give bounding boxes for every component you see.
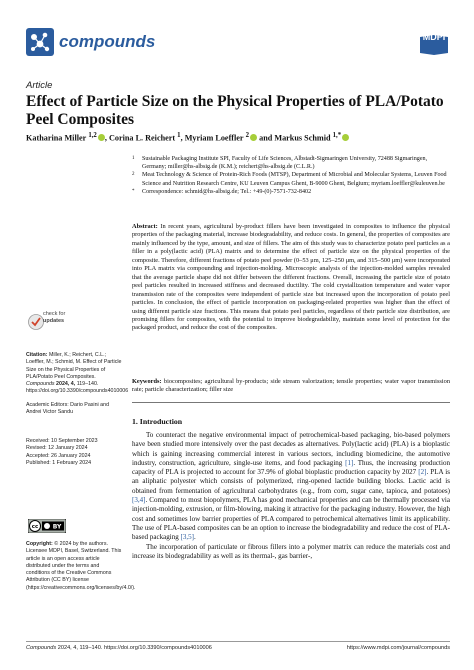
author-affil-sup: 1: [177, 132, 181, 139]
footer-journal: Compounds: [26, 645, 57, 651]
copyright-text: © 2024 by the authors. Licensee MDPI, Basel, Switzerland. This article is an open access article distributed under the terms and conditions of the Creative Commons Attribution (CC BY) license (https://creativecommons.org/licenses/by/4.0/).: [26, 541, 136, 591]
paragraph-text: To counteract the negative environmental impact of petrochemical-based packaging, bio-based polymers have been studied more intensively over the past decades as alternatives. Poly(lactic acid) (PLA) is a bioplastic which is gaining increasing commercial interest in various sectors, including biomedicine, the automotive industry, construction, agriculture, single-use items, and food packaging: [132, 431, 450, 467]
author-affil-sup: 2: [245, 132, 250, 139]
published-date: Published: 1 February 2024: [26, 459, 92, 466]
mdpi-logo-text: MDPI: [422, 32, 446, 42]
check-for-updates-label[interactable]: [43, 311, 65, 324]
abstract-text: In recent years, agricultural by-product fillers have been investigated in composites to influence the physical properties of the packaging material, increase biodegradability, and reduce costs. In general, the properties of composites are mainly influenced by the type, amount, and size of fillers. The aim of this study was to characterize potato peel particles as a filler in a poly(lactic acid) (PLA) matrix and to determine the effect of particle size on the physical properties of the composite. Therefore, different fractions of potato peel powder (0–53 μm, 125–250 μm, and 315–500 μm) were incorporated into PLA matrix via compounding and injection-molding. Microscopic analysis of the injection-molded samples revealed that the average particle shape did not differ between the different fractions. Overall, increasing the particle size of potato peel particles resulted in increased stiffness and decreased ductility. The cold crystallization temperature and water vapor transmission rate of the composites were independent of particle size but increased upon the incorporation of potato peel particles. In conclusion, the effect of particle incorporation on packaging-related properties was higher than the effect of using different particle size fractions. This means that potato peel particles, regardless of their particle size distribution, are promising fillers for composites, with the potential to improve biodegradability, maintain some level of protection for the packaged product, and reduce the cost of the composites.: [132, 223, 450, 332]
author-separator: ,: [180, 133, 185, 143]
author-name[interactable]: Katharina Miller: [26, 133, 87, 143]
affiliation-mark: 2: [132, 172, 135, 178]
article-title: Effect of Particle Size on the Physical Properties of PLA/Potato Peel Composites: [26, 93, 444, 128]
author-affil-sup: 1,*: [332, 132, 342, 139]
reference-link[interactable]: [3,5]: [180, 533, 195, 542]
footer-citation-text[interactable]: 2024, 4, 119–140. https://doi.org/10.3390/compounds4010006: [57, 645, 212, 651]
paragraph-text: . Compared to most biopolymers, PLA has good mechanical properties and can be thermally processed via injection-molding, extrusion, or film-blowing, making it attractive for the packaging industry. However, the high cost and sometimes low barrier properties of PLA compared to petrochemical alternatives limit its applicability. The use of PLA-based composites can be an option to increase the biodegradability and reduce the cost of PLA-based packaging: [132, 496, 450, 542]
check-for-updates-line: check for: [43, 311, 66, 317]
check-for-updates-line: updates: [43, 317, 65, 324]
introduction-body: [132, 431, 450, 561]
keywords-text: biocomposites; agricultural by-products; side stream valorization; tensile properties; water vapor transmission rate; particle characterization; filler size: [132, 378, 450, 394]
affiliation-mark: *: [132, 188, 135, 194]
copyright-label: Copyright:: [26, 541, 53, 547]
author-separator: ,: [104, 133, 109, 143]
author-name[interactable]: Markus Schmid: [274, 133, 331, 143]
keywords-label: Keywords:: [132, 378, 162, 385]
footer-citation: [26, 645, 212, 651]
affiliation: [132, 155, 452, 171]
section-divider: [132, 402, 450, 403]
author-name[interactable]: Myriam Loeffler: [184, 133, 244, 143]
paragraph: [132, 431, 450, 543]
paragraph: The incorporation of particulate or fibrous fillers into a polymer matrix can reduce the materials cost and increase its biodegradability as well as its thermal-, gas barrier-,: [132, 542, 450, 560]
citation-text: Miller, K.; Reichert, C.L.; Loeffler, M.; Schmid, M. Effect of Particle Size on the Physical Properties of PLA/Potato Peel Composites.: [26, 352, 122, 380]
academic-editors: Academic Editors: Dario Pasini and Andrei Victor Sandu: [26, 401, 110, 416]
affiliations: [132, 155, 452, 196]
footer-journal-url[interactable]: https://www.mdpi.com/journal/compounds: [346, 645, 450, 651]
section-heading: 1. Introduction: [132, 417, 183, 426]
revised-date: Revised: 12 January 2024: [26, 445, 88, 452]
paragraph-text: . PLA is an aliphatic polyester which consists of polymerized, ring-opened lactide building blocks. Lactic acid is obtained from fermentation of agricultural carbohydrates (e.g., from corn, sugar cane, tapioca, and potatoes): [132, 468, 450, 495]
cc-by-text: BY: [52, 523, 62, 531]
copyright-block: [26, 541, 136, 592]
keywords: [132, 378, 450, 395]
abstract-label: Abstract:: [132, 223, 158, 230]
compounds-logo-icon: [26, 28, 54, 56]
received-date: Received: 10 September 2023: [26, 438, 98, 444]
author-name[interactable]: Corina L. Reichert: [108, 133, 176, 143]
citation-year-vol: 2024, 4,: [56, 381, 76, 388]
article-type: Article: [26, 80, 53, 91]
cc-by-license-icon[interactable]: [28, 519, 66, 533]
affiliation: [132, 188, 452, 196]
affiliation-mark: 1: [132, 156, 135, 161]
orcid-icon[interactable]: [250, 134, 257, 141]
footer-divider: [26, 641, 450, 642]
affiliation-text: Meat Technology & Science of Protein-Rich Foods (MTSP), Department of Microbial and Molecular Systems, Leuven Food Science and Nutrition Research Centre, KU Leuven Campus Ghent, B-9000 Ghent, Belgium; myriam.loeffler@kuleuven.be: [142, 172, 447, 187]
author-affil-sup: 1,2: [88, 132, 97, 139]
dates-block: [26, 438, 124, 467]
svg-text:cc: cc: [31, 524, 39, 531]
reference-link[interactable]: [3,4]: [132, 496, 146, 505]
reference-link[interactable]: [2]: [418, 468, 427, 477]
citation-label: Citation:: [26, 352, 48, 358]
correspondence-text: Correspondence: schmid@hs-albsig.de; Tel.: +49-(0)-7571-732-8402: [142, 188, 312, 195]
citation-block: [26, 352, 129, 416]
citation-journal: Compounds: [26, 381, 55, 388]
author-list: [26, 132, 456, 143]
accepted-date: Accepted: 26 January 2024: [26, 452, 91, 459]
author-separator: and: [257, 133, 275, 143]
journal-header: [26, 28, 450, 68]
paragraph-text: . Thus, the increasing production capacity of PLA is projected to account for 37.9% of global bioplastic production capacity by 2027: [132, 458, 450, 477]
citation-doi[interactable]: 119–140. https://doi.org/10.3390/compounds4010006: [26, 381, 129, 395]
reference-link[interactable]: [1]: [345, 458, 354, 467]
affiliation: [132, 171, 452, 187]
orcid-icon[interactable]: [342, 134, 349, 141]
journal-name[interactable]: compounds: [59, 32, 156, 51]
orcid-icon[interactable]: [98, 134, 105, 141]
paragraph-text: .: [194, 533, 196, 542]
abstract: [132, 223, 450, 333]
affiliation-text: Sustainable Packaging Institute SPI, Faculty of Life Sciences, Albstadt-Sigmaringen University, 72488 Sigmaringen, Germany; miller@hs-albsig.de (K.M.); reichert@hs-albsig.de (C.L.R.): [142, 156, 428, 171]
